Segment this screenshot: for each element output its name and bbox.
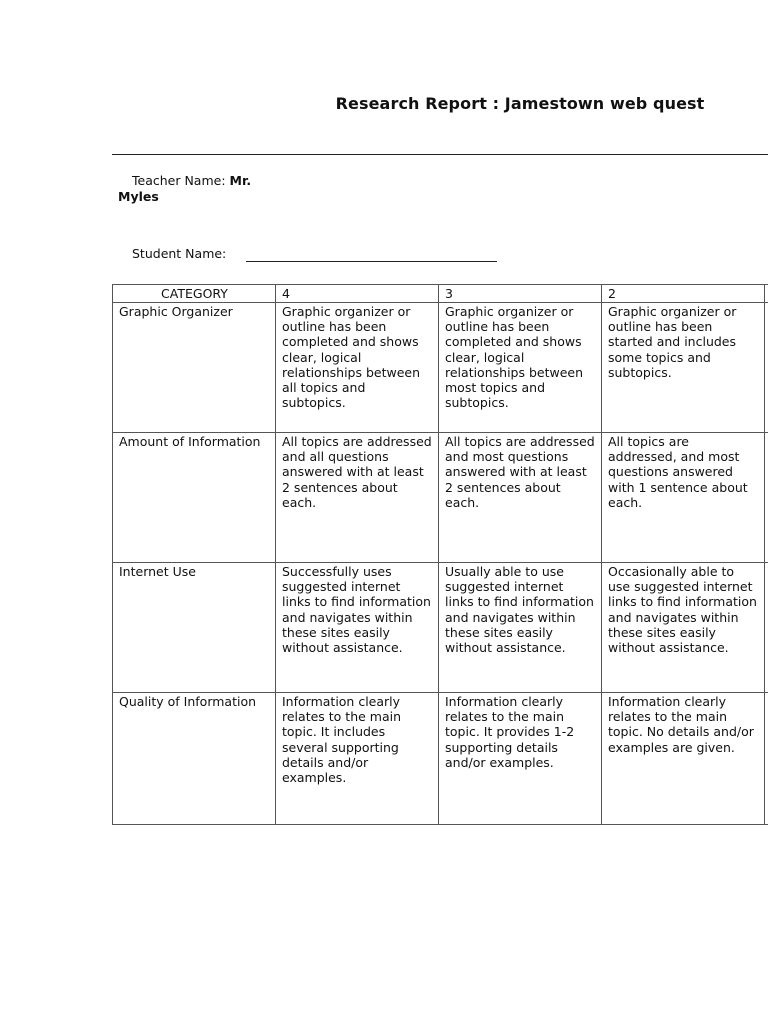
table-cell: Graphic organizer or outline has been started and includes some topics and subtopics. <box>602 303 765 433</box>
column-header-4: 4 <box>276 285 439 303</box>
table-cell: Occasionally able to use suggested internet links to find information and navigates within these sites easily without assistance. <box>602 563 765 693</box>
table-cell: Graphic organizer or outline has been completed and shows clear, logical relationships between most topics and subtopics. <box>439 303 602 433</box>
column-header-2: 2 <box>602 285 765 303</box>
column-header-3: 3 <box>439 285 602 303</box>
row-category: Internet Use <box>113 563 276 693</box>
row-category: Amount of Information <box>113 433 276 563</box>
row-category: Quality of Information <box>113 693 276 825</box>
column-header-1 <box>765 285 768 303</box>
student-name-block <box>132 246 226 261</box>
table-row <box>113 433 768 563</box>
table-cell: All topics are addressed and most questions answered with at least 2 sentences about each. <box>439 433 602 563</box>
page-title: Research Report : Jamestown web quest <box>335 94 705 113</box>
teacher-name-value-2: Myles <box>118 189 159 204</box>
table-cell: Information clearly relates to the main topic. It includes several supporting details and/or examples. <box>276 693 439 825</box>
table-cell <box>765 303 768 433</box>
table-cell: Successfully uses suggested internet links to find information and navigates within these sites easily without assistance. <box>276 563 439 693</box>
table-cell: All topics are addressed, and most questions answered with 1 sentence about each. <box>602 433 765 563</box>
row-category: Graphic Organizer <box>113 303 276 433</box>
table-row <box>113 693 768 825</box>
table-cell <box>765 433 768 563</box>
table-cell: Usually able to use suggested internet links to find information and navigates within these sites easily without assistance. <box>439 563 602 693</box>
rubric-table <box>112 284 768 825</box>
teacher-name-label: Teacher Name: <box>132 173 226 188</box>
teacher-name-value-1: Mr. <box>229 173 252 188</box>
table-row <box>113 563 768 693</box>
table-header-row <box>113 285 768 303</box>
table-cell <box>765 563 768 693</box>
table-cell <box>765 693 768 825</box>
teacher-name-block <box>118 173 268 205</box>
table-cell: Graphic organizer or outline has been completed and shows clear, logical relationships between all topics and subtopics. <box>276 303 439 433</box>
title-divider <box>112 154 768 155</box>
student-name-blank[interactable] <box>246 261 497 262</box>
column-header-category: CATEGORY <box>113 285 276 303</box>
table-cell: Information clearly relates to the main topic. No details and/or examples are given. <box>602 693 765 825</box>
student-name-label: Student Name: <box>132 246 227 261</box>
table-row <box>113 303 768 433</box>
table-cell: All topics are addressed and all questions answered with at least 2 sentences about each. <box>276 433 439 563</box>
table-cell: Information clearly relates to the main topic. It provides 1-2 supporting details and/or examples. <box>439 693 602 825</box>
